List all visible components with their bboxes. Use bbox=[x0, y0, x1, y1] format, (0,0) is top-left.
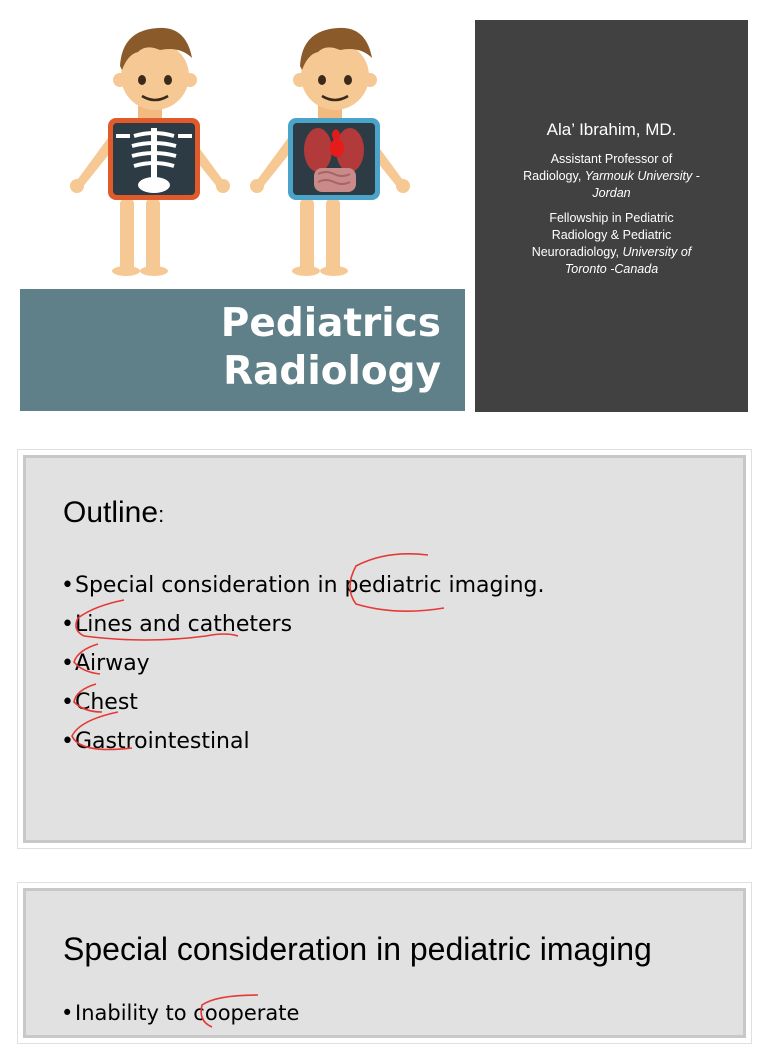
fellowship-line: Radiology & Pediatric bbox=[551, 228, 672, 242]
special-slide-heading: Special consideration in pediatric imaging bbox=[63, 931, 652, 967]
outline-bullet: •Gastrointestinal bbox=[61, 729, 250, 754]
fellowship-location: Toronto -Canada bbox=[564, 262, 659, 276]
outline-bullet-text: Chest bbox=[75, 690, 138, 715]
position-line bbox=[503, 168, 720, 185]
author-name: Ala’ Ibrahim, MD. bbox=[546, 120, 677, 139]
outline-bullet-text: Special consideration in pediatric imaging. bbox=[75, 573, 545, 598]
outline-bullet: •Special consideration in pediatric imaging. bbox=[61, 573, 545, 598]
outline-slide bbox=[17, 449, 752, 849]
outline-bullet-text: Gastrointestinal bbox=[75, 729, 250, 754]
outline-bullet-text: Lines and catheters bbox=[75, 612, 293, 637]
fellowship-text: Neuroradiology, bbox=[531, 245, 623, 259]
university-name: Yarmouk University - bbox=[584, 169, 700, 183]
fellowship-line: Fellowship in Pediatric bbox=[549, 211, 674, 225]
special-slide-body bbox=[23, 888, 746, 1038]
special-bullet-list bbox=[61, 997, 299, 1029]
fellowship-university: University of bbox=[622, 245, 692, 259]
title-slide bbox=[0, 0, 768, 430]
xray-children-illustration bbox=[60, 18, 430, 283]
outline-heading-colon: : bbox=[158, 502, 165, 527]
outline-heading bbox=[63, 496, 164, 530]
special-bullet: •Inability to cooperate bbox=[61, 1001, 300, 1025]
outline-bullet-list bbox=[61, 566, 544, 761]
outline-bullet: •Chest bbox=[61, 690, 138, 715]
special-consideration-slide bbox=[17, 882, 752, 1044]
author-position bbox=[503, 151, 720, 202]
title-band bbox=[20, 289, 465, 411]
position-text: Radiology, bbox=[523, 169, 585, 183]
title-line-1: Pediatrics bbox=[220, 301, 441, 346]
outline-slide-body bbox=[23, 455, 746, 843]
author-fellowship bbox=[503, 210, 720, 278]
fellowship-line bbox=[503, 244, 720, 261]
outline-bullet: •Airway bbox=[61, 651, 150, 676]
outline-bullet: •Lines and catheters bbox=[61, 612, 293, 637]
outline-bullet-text: Airway bbox=[75, 651, 150, 676]
skeleton-xray-child-icon bbox=[70, 28, 230, 276]
outline-heading-text: Outline bbox=[63, 496, 159, 529]
country-name: Jordan bbox=[592, 186, 631, 200]
position-line: Assistant Professor of bbox=[550, 152, 673, 166]
special-bullet-text: Inability to cooperate bbox=[75, 1001, 300, 1025]
organs-xray-child-icon bbox=[250, 28, 410, 276]
author-panel bbox=[475, 20, 748, 412]
title-line-2: Radiology bbox=[223, 349, 441, 394]
